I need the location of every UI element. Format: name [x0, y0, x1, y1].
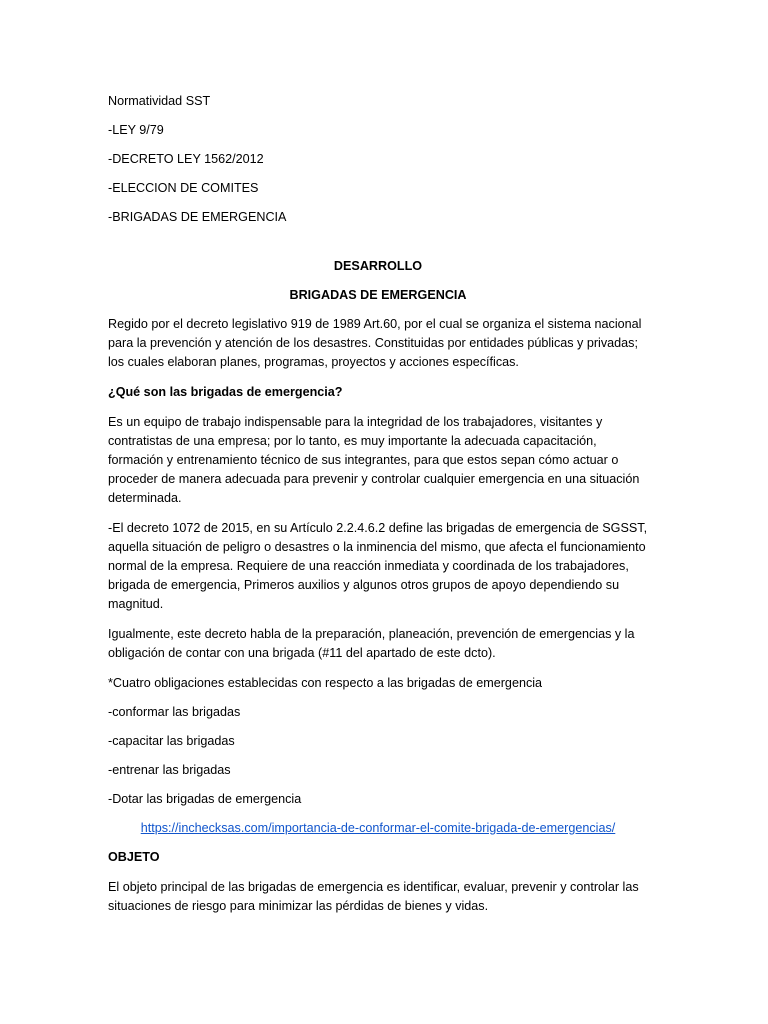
obligation-item: -Dotar las brigadas de emergencia [108, 792, 302, 806]
objeto-heading: OBJETO [108, 850, 160, 864]
obligation-item: -entrenar las brigadas [108, 763, 231, 777]
list-item-brigadas: -BRIGADAS DE EMERGENCIA [108, 210, 287, 224]
intro-paragraph: Regido por el decreto legislativo 919 de 1989 Art.60, por el cual se organiza el sistema nacional para la prevención y atención de los desastres. Constituidas por entidades públicas y privadas; los cuales elaboran planes, programas, proyectos y acciones específicas. [108, 317, 642, 369]
list-item-decreto: -DECRETO LEY 1562/2012 [108, 152, 264, 166]
answer-paragraph: Es un equipo de trabajo indispensable para la integridad de los trabajadores, visitantes y contratistas de una empresa; por lo tanto, es muy importante la adecuada capacitación, formación y entrenamiento técnico de sus integrantes, para que estos sepan cómo actuar o proceder de manera adecuada para prevenir y controlar cualquier emergencia en una situación determinada. [108, 415, 640, 505]
reference-link[interactable]: https://inchecksas.com/importancia-de-conformar-el-comite-brigada-de-emergencias/ [140, 821, 616, 835]
normatividad-title: Normatividad SST [108, 94, 211, 108]
question-heading: ¿Qué son las brigadas de emergencia? [108, 385, 343, 399]
document-page [108, 92, 648, 916]
section-subheading: BRIGADAS DE EMERGENCIA [289, 288, 467, 302]
list-item-ley: -LEY 9/79 [108, 123, 164, 137]
likewise-paragraph: Igualmente, este decreto habla de la preparación, planeación, prevención de emergencias y la obligación de contar con una brigada (#11 del apartado de este dcto). [108, 627, 635, 660]
obligation-item: -conformar las brigadas [108, 705, 241, 719]
objeto-paragraph: El objeto principal de las brigadas de emergencia es identificar, evaluar, prevenir y controlar las situaciones de riesgo para minimizar las pérdidas de bienes y vidas. [108, 880, 639, 913]
decree-paragraph: -El decreto 1072 de 2015, en su Artículo 2.2.4.6.2 define las brigadas de emergencia de SGSST, aquella situación de peligro o desastres o la inminencia del mismo, que afecta el funcionamiento normal de la empresa. Requiere de una reacción inmediata y coordinada de los trabajadores, brigada de emergencia, Primeros auxilios y algunos otros grupos de apoyo dependiendo su magnitud. [108, 521, 648, 611]
reference-link-row [108, 819, 648, 838]
obligation-item: -capacitar las brigadas [108, 734, 235, 748]
obligations-intro: *Cuatro obligaciones establecidas con respecto a las brigadas de emergencia [108, 676, 543, 690]
section-heading: DESARROLLO [333, 259, 423, 273]
list-item-comites: -ELECCION DE COMITES [108, 181, 259, 195]
